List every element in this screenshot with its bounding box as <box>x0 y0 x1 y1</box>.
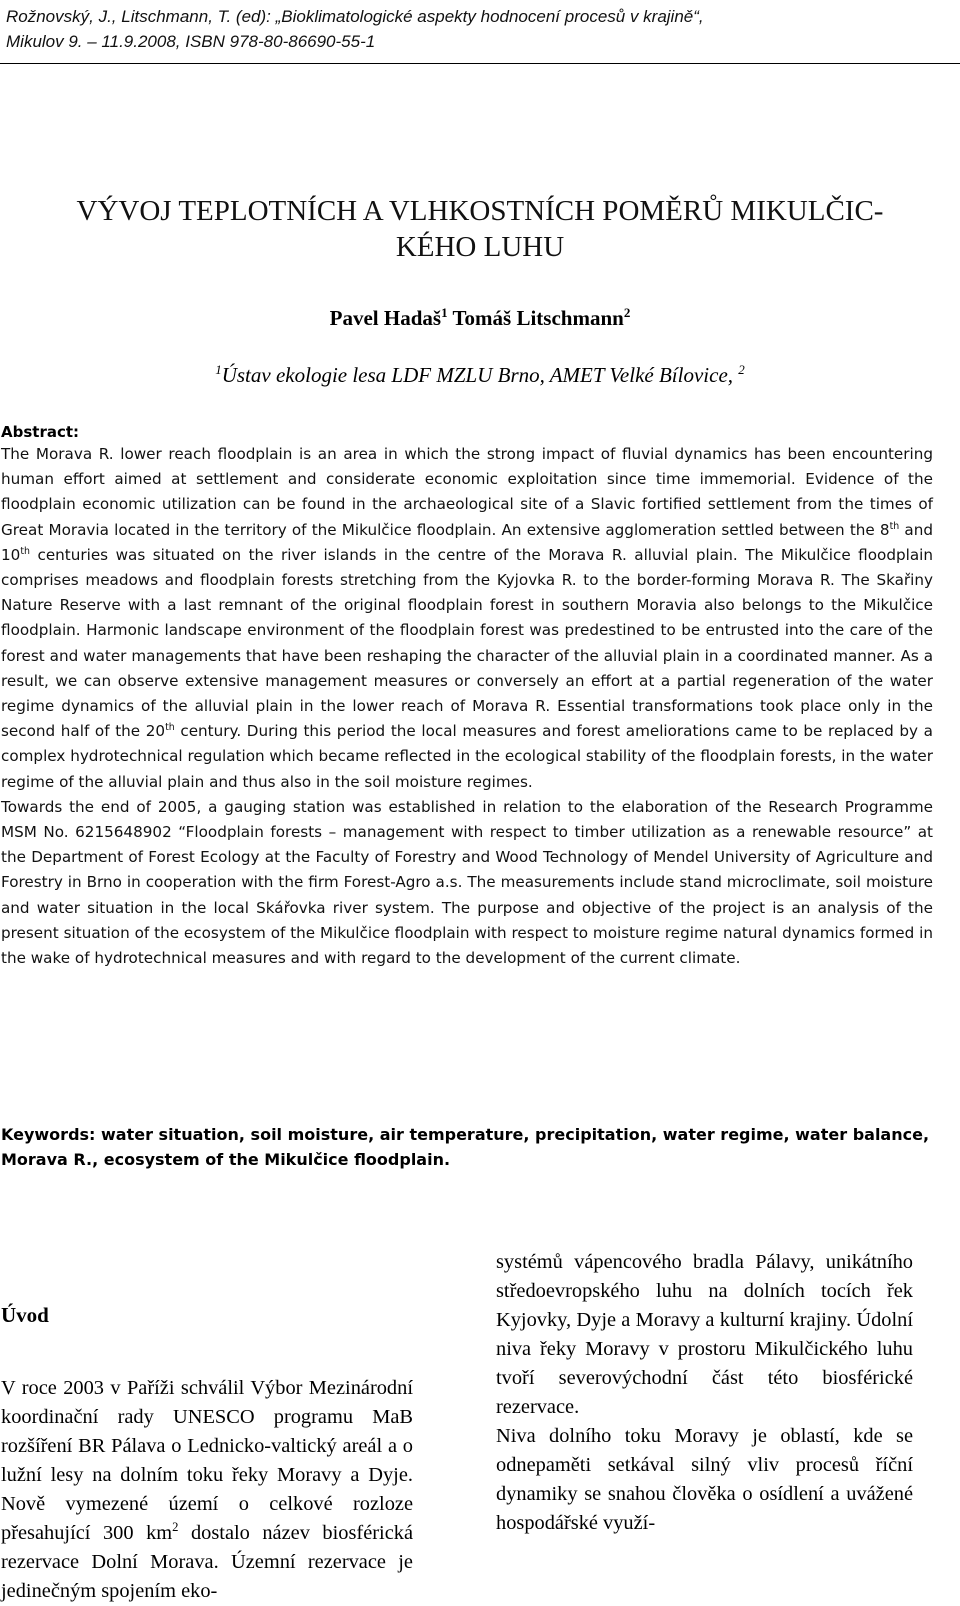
paper-title <box>0 193 960 265</box>
author-list <box>0 303 960 333</box>
abstract-paragraph-2: Towards the end of 2005, a gauging station was established in relation to the elaboration of the Research Programme MSM No. 6215648902 “Floodplain forests – management with respect to timber utilization as a renewable resource” at the Department of Forest Ecology at the Faculty of Forestry and Wood Technology of Mendel University of Agriculture and Forestry in Brno in cooperation with the firm Forest-Agro a.s. The measurements include stand microclimate, soil moisture and water situation in the local Skářovka river system. The purpose and objective of the project is an analysis of the present situation of the ecosystem of the Mikulčice floodplain with respect to moisture regime natural dynamics formed in the wake of hydrotechnical measures and with regard to the development of the current climate. <box>1 797 933 968</box>
header-line-2: Mikulov 9. – 11.9.2008, ISBN 978-80-86690-55-1 <box>6 32 376 51</box>
ordinal-superscript: th <box>165 722 175 734</box>
abstract-body <box>1 442 933 971</box>
affiliation-text: Ústav ekologie lesa LDF MZLU Brno, AMET Velké Bílovice, <box>221 363 734 387</box>
affiliation-mark-2: 2 <box>738 362 745 377</box>
author-2-affiliation-mark: 2 <box>623 305 631 320</box>
author-1: Pavel Hadaš <box>329 306 442 330</box>
abstract-text-part: and 10 <box>1 520 933 564</box>
title-line-2: KÉHO LUHU <box>395 231 565 263</box>
header-line-1: Rožnovský, J., Litschmann, T. (ed): „Bioklimatologické aspekty hodnocení procesů v krajině“, <box>6 7 704 26</box>
intro-paragraph-1 <box>1 1374 413 1606</box>
author-2: Tomáš Litschmann <box>452 306 624 330</box>
keywords: Keywords: water situation, soil moisture, air temperature, precipitation, water regime, water balance, Morava R., ecosystem of the Mikulčice floodplain. <box>1 1125 930 1169</box>
title-line-1: VÝVOJ TEPLOTNÍCH A VLHKOSTNÍCH POMĚRŮ MIKULČIC- <box>76 195 884 227</box>
abstract-text-part: centuries was situated on the river islands in the centre of the Morava R. alluvial plain. The Mikulčice floodplain comprises meadows and floodplain forests stretching from the Kyjovka R. to the border-forming Morava R. The Skařiny Nature Reserve with a last remnant of the original floodplain forest in southern Moravia also belongs to the Mikulčice floodplain. Harmonic landscape environment of the floodplain forest was predestined to be entrusted into the care of the forest and water managements that have been reshaping the character of the alluvial plain in a coordinated manner. As a result, we can observe extensive management measures or conversely an effort at a partial regeneration of the water regime dynamics of the alluvial plain in the lower reach of Morava R. Essential transformations took place only in the second half of the 20 <box>1 545 933 741</box>
intro-paragraph-1-continued: systémů vápencového bradla Pálavy, unikátního středoevropského luhu na dolních tocích řek Kyjovky, Dyje a Moravy a kulturní krajiny. Údolní niva řeky Moravy v prostoru Mikulčického luhu tvoří severovýchodní část této biosférické rezervace. <box>496 1251 913 1418</box>
running-header <box>6 4 946 54</box>
author-1-affiliation-mark: 1 <box>441 305 448 320</box>
affiliations <box>0 360 960 390</box>
header-divider <box>0 63 960 64</box>
ordinal-superscript: th <box>20 545 30 557</box>
section-heading-intro: Úvod <box>1 1303 49 1327</box>
abstract-text-part: century. During this period the local measures and forest ameliorations came to be replaced by a complex hydrotechnical regulation which became reflected in the ecological stability of the floodplain forests, in the water regime of the alluvial plain and thus also in the soil moisture regimes. <box>1 722 933 791</box>
right-column <box>496 1248 913 1538</box>
intro-text-part: V roce 2003 v Paříži schválil Výbor Mezinárodní koordinační rady UNESCO programu MaB rozšíření BR Pálava o Lednicko-valtický areál a o lužní lesy na dolním toku řeky Moravy a Dyje. Nově vymezené území o celkové rozloze přesahující 300 km <box>1 1377 413 1544</box>
ordinal-superscript: th <box>889 520 900 532</box>
left-column <box>1 1300 413 1606</box>
intro-text-part: dostalo název biosférická rezervace Dolní Morava. Územní rezervace je jedinečným spojením eko- <box>1 1522 413 1602</box>
abstract-heading: Abstract: <box>1 423 80 441</box>
abstract-paragraph-1 <box>1 442 933 795</box>
affiliation-mark-1: 1 <box>215 362 222 377</box>
intro-paragraph-2: Niva dolního toku Moravy je oblastí, kde se odnepaměti setkával silný vliv procesů říční dynamiky se snahou člověka o osídlení a uvážené hospodářské využí- <box>496 1425 913 1534</box>
unit-superscript: 2 <box>172 1520 179 1535</box>
abstract-text-part: The Morava R. lower reach floodplain is an area in which the strong impact of fluvial dynamics has been encountering human effort aimed at settlement and considerate economic exploitation since time immemorial. Evidence of the floodplain economic utilization can be found in the archaeological site of a Slavic fortified settlement from the times of Great Moravia located in the territory of the Mikulčice floodplain. An extensive agglomeration settled between the 8 <box>1 445 933 539</box>
